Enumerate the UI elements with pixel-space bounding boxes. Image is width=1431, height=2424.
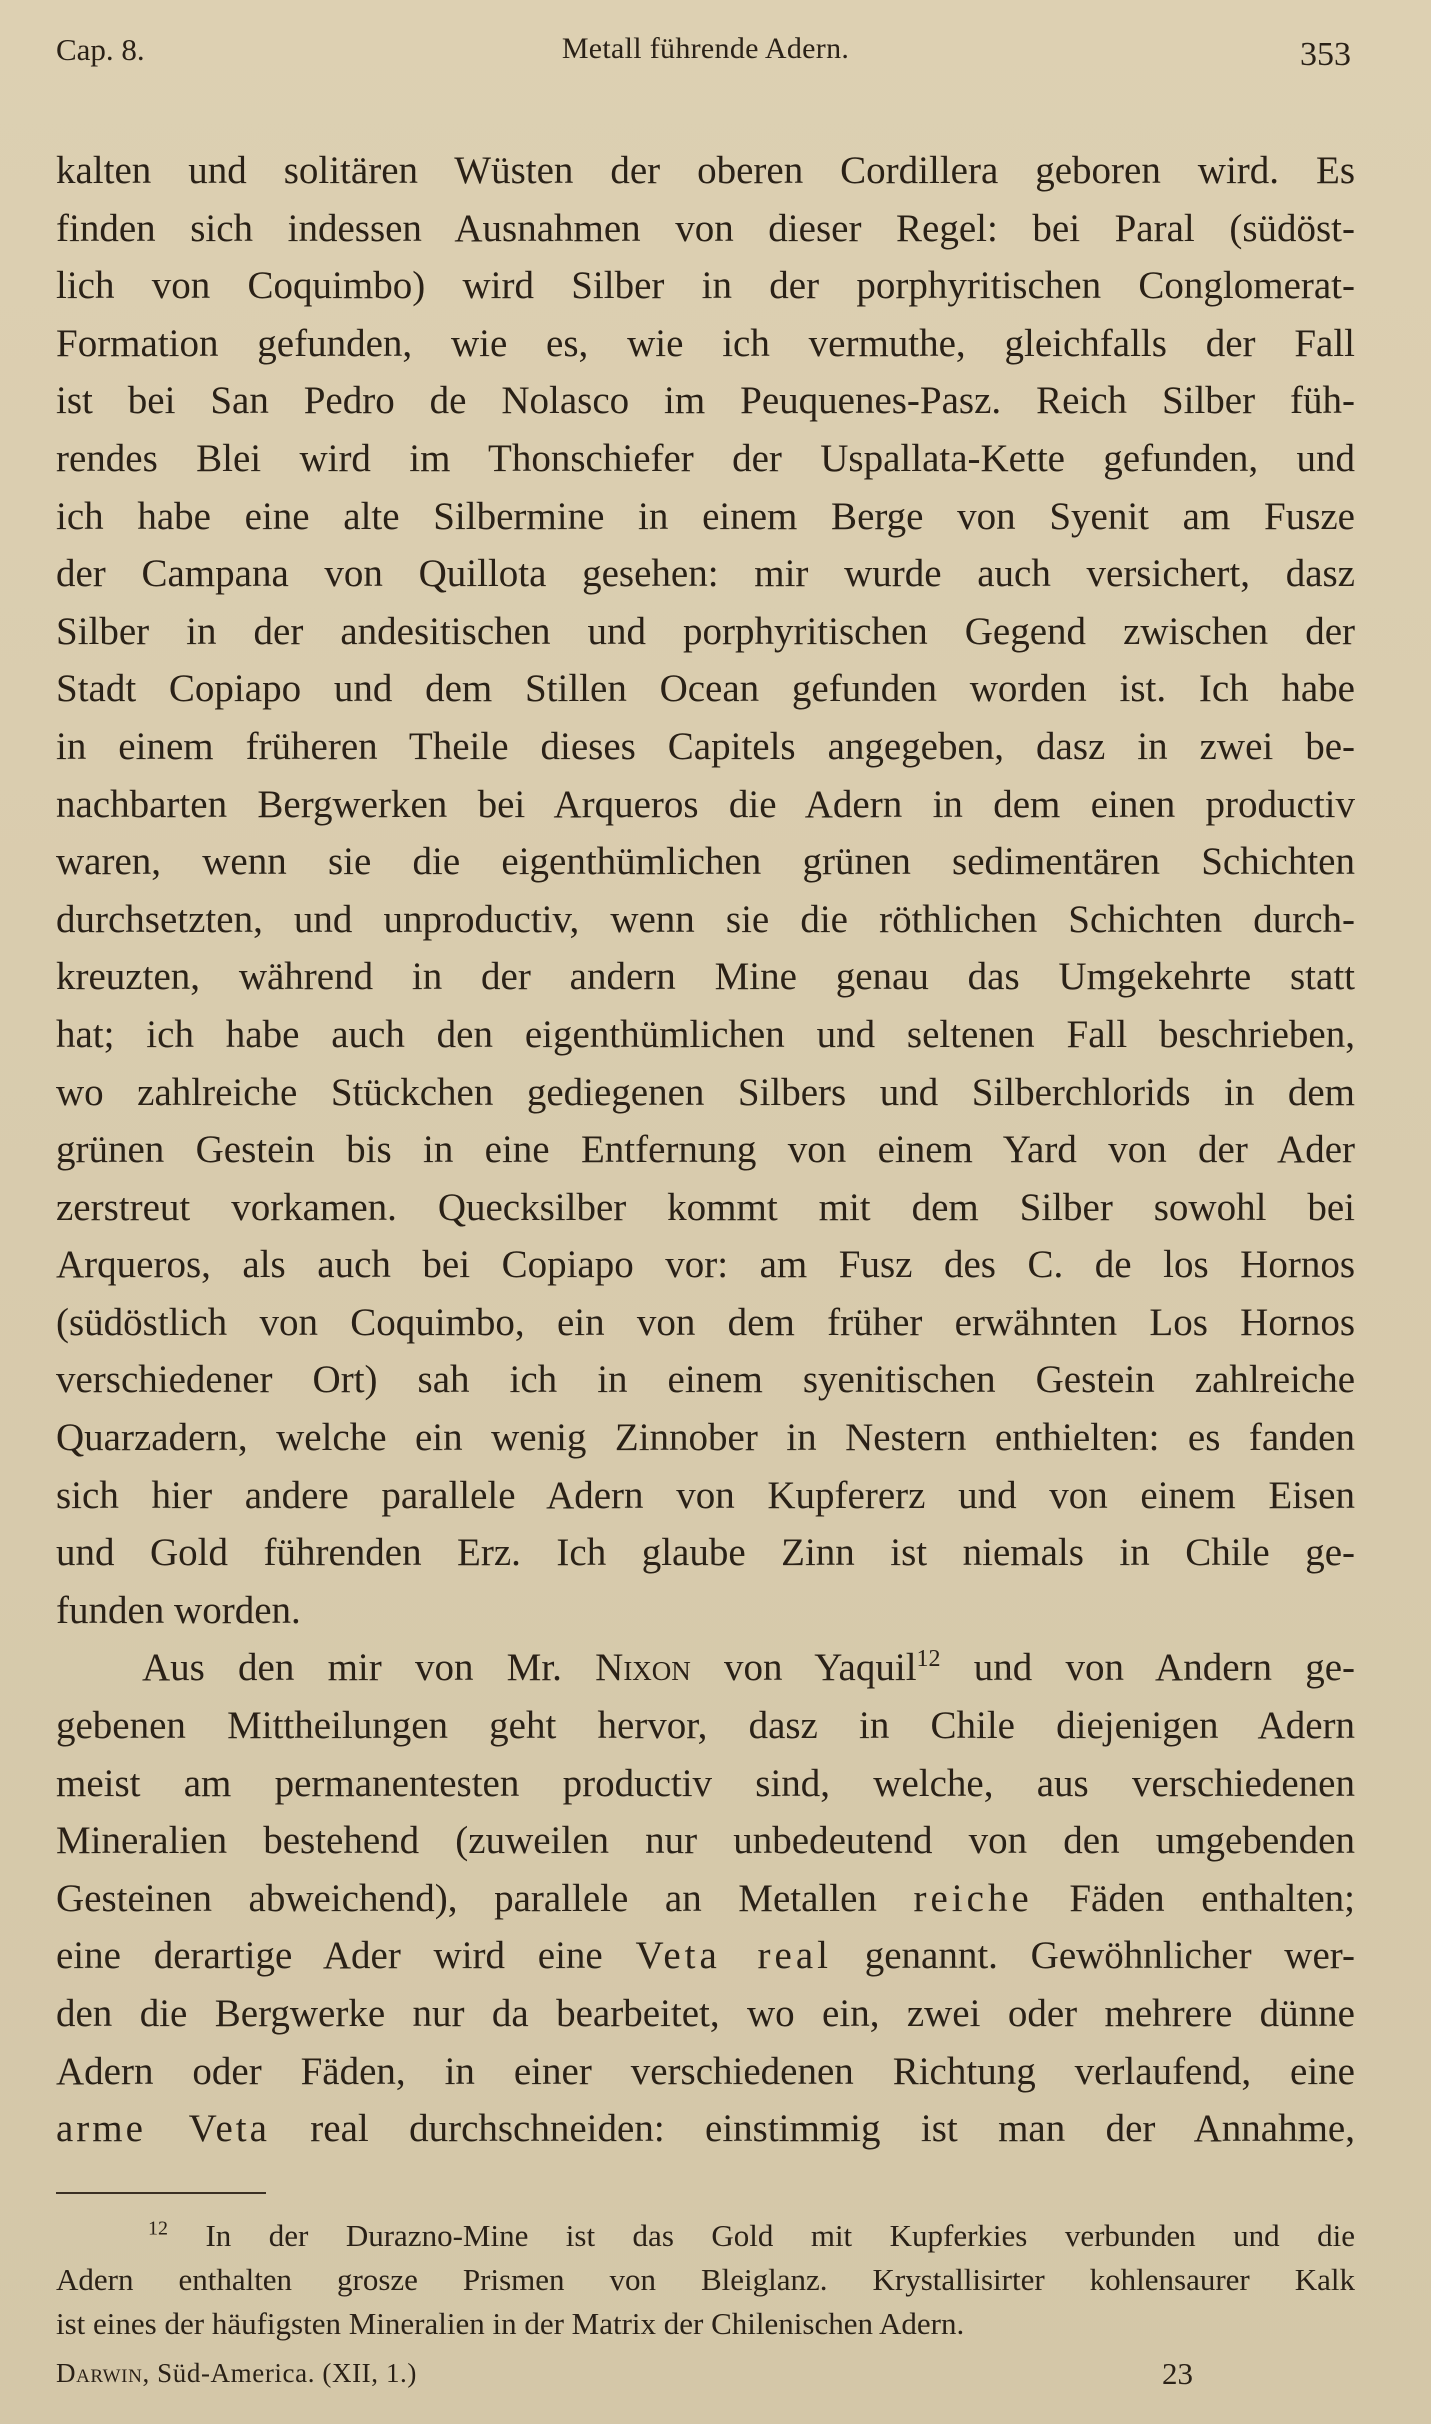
text-line: (südöstlich von Coquimbo, ein von dem früher erwähnten Los Hornos	[56, 1300, 1355, 1344]
text-line: durchsetzten, und unproductiv, wenn sie die röthlichen Schichten durch-	[56, 897, 1355, 941]
footnote-line	[56, 2214, 1355, 2258]
text-line: sich hier andere parallele Adern von Kupfererz und von einem Eisen	[56, 1473, 1355, 1517]
author-name: Darwin	[56, 2357, 143, 2388]
text-line: Quarzadern, welche ein wenig Zinnober in Nestern enthielten: es fanden	[56, 1416, 1355, 1460]
footnote-reference: 12	[916, 1646, 941, 1673]
spaced-emphasis: arme Veta	[56, 2107, 270, 2151]
text-line: funden worden.	[56, 1588, 301, 1632]
text-segment: Gesteinen abweichend), parallele an Metallen	[56, 1876, 914, 1920]
text-line: wo zahlreiche Stückchen gediegenen Silbers und Silberchlorids in dem	[56, 1070, 1355, 1114]
page-footer	[56, 2352, 1355, 2402]
text-line: Adern oder Fäden, in einer verschiedenen Richtung verlaufend, eine	[56, 2049, 1355, 2093]
footnote-divider	[56, 2192, 266, 2194]
main-text	[56, 142, 1355, 2158]
footnote-line: Adern enthalten grosze Prismen von Bleiglanz. Krystallisirter kohlensaurer Kalk	[56, 2261, 1355, 2297]
text-line	[56, 1927, 1355, 1985]
text-line	[56, 2100, 1355, 2158]
text-line: kreuzten, während in der andern Mine genau das Umgekehrte statt	[56, 955, 1355, 999]
text-line: meist am permanentesten productiv sind, welche, aus verschiedenen	[56, 1761, 1355, 1805]
spaced-emphasis: reiche	[913, 1876, 1033, 1920]
text-line: grünen Gestein bis in eine Entfernung von einem Yard von der Ader	[56, 1128, 1355, 1172]
text-line: den die Bergwerke nur da bearbeitet, wo ein, zwei oder mehrere dünne	[56, 1992, 1355, 2035]
text-line: der Campana von Quillota gesehen: mir wurde auch versichert, dasz	[56, 552, 1355, 596]
text-line: lich von Coquimbo) wird Silber in der porphyritischen Conglomerat-	[56, 264, 1355, 308]
paragraph-2	[56, 1639, 1355, 2157]
text-line: verschiedener Ort) sah ich in einem syenitischen Gestein zahlreiche	[56, 1358, 1355, 1402]
text-line: in einem früheren Theile dieses Capitels angegeben, dasz in zwei be-	[56, 724, 1355, 768]
text-line: zerstreut vorkamen. Quecksilber kommt mit dem Silber sowohl bei	[56, 1185, 1355, 1229]
text-segment: genannt. Gewöhnlicher wer-	[831, 1934, 1355, 1978]
text-line: ich habe eine alte Silbermine in einem Berge von Syenit am Fusze	[56, 494, 1355, 538]
text-segment: von Yaquil	[690, 1646, 917, 1690]
sheet-signature: 23	[1162, 2355, 1193, 2391]
spaced-emphasis: Veta real	[635, 1934, 832, 1978]
text-line	[56, 1870, 1355, 1928]
footnote-marker: 12	[148, 2217, 168, 2240]
text-line: kalten und solitären Wüsten der oberen Cordillera geboren wird. Es	[56, 149, 1355, 192]
paragraph-1	[56, 142, 1355, 1639]
text-line: rendes Blei wird im Thonschiefer der Uspallata-Kette gefunden, und	[56, 436, 1355, 480]
text-line: waren, wenn sie die eigenthümlichen grünen sedimentären Schichten	[56, 840, 1355, 884]
chapter-label: Cap. 8.	[56, 32, 145, 67]
page-number: 353	[1300, 36, 1351, 73]
text-line: Formation gefunden, wie es, wie ich vermuthe, gleichfalls der Fall	[56, 321, 1355, 365]
text-segment: und von Andern ge-	[940, 1646, 1356, 1690]
text-line: ist bei San Pedro de Nolasco im Peuquenes-Pasz. Reich Silber füh-	[56, 379, 1355, 423]
person-name: Nixon	[595, 1646, 691, 1690]
text-line: hat; ich habe auch den eigenthümlichen und seltenen Fall beschrieben,	[56, 1012, 1355, 1056]
text-segment: eine derartige Ader wird eine	[56, 1934, 636, 1978]
footnote-line: ist eines der häufigsten Mineralien in der Matrix der Chilenischen Adern.	[56, 2305, 965, 2341]
footnote	[56, 2214, 1355, 2346]
text-line: Mineralien bestehend (zuweilen nur unbedeutend von den umgebenden	[56, 1819, 1355, 1863]
text-line: Arqueros, als auch bei Copiapo vor: am Fusz des C. de los Hornos	[56, 1243, 1355, 1287]
text-segment: real durchschneiden: einstimmig ist man der Annahme,	[269, 2107, 1355, 2151]
running-title: Metall führende Adern.	[561, 32, 850, 65]
text-segment: Fäden enthalten;	[1032, 1876, 1355, 1920]
publication-line	[56, 2358, 417, 2389]
text-line: nachbarten Bergwerken bei Arqueros die Adern in dem einen productiv	[56, 782, 1355, 826]
text-line: Silber in der andesitischen und porphyritischen Gegend zwischen der	[56, 609, 1355, 653]
page-header	[56, 26, 1355, 86]
text-line: und Gold führenden Erz. Ich glaube Zinn ist niemals in Chile ge-	[56, 1531, 1355, 1575]
text-line: finden sich indessen Ausnahmen von dieser Regel: bei Paral (südöst-	[56, 206, 1355, 250]
text-line: Stadt Copiapo und dem Stillen Ocean gefunden worden ist. Ich habe	[56, 667, 1355, 711]
work-title: , Süd-America. (XII, 1.)	[142, 2357, 418, 2388]
text-line	[56, 1639, 1355, 1697]
text-line: gebenen Mittheilungen geht hervor, dasz in Chile diejenigen Adern	[56, 1704, 1355, 1748]
text-segment: Aus den mir von Mr.	[142, 1646, 596, 1690]
text-segment: In der Durazno-Mine ist das Gold mit Kupferkies verbunden und die	[205, 2217, 1356, 2253]
